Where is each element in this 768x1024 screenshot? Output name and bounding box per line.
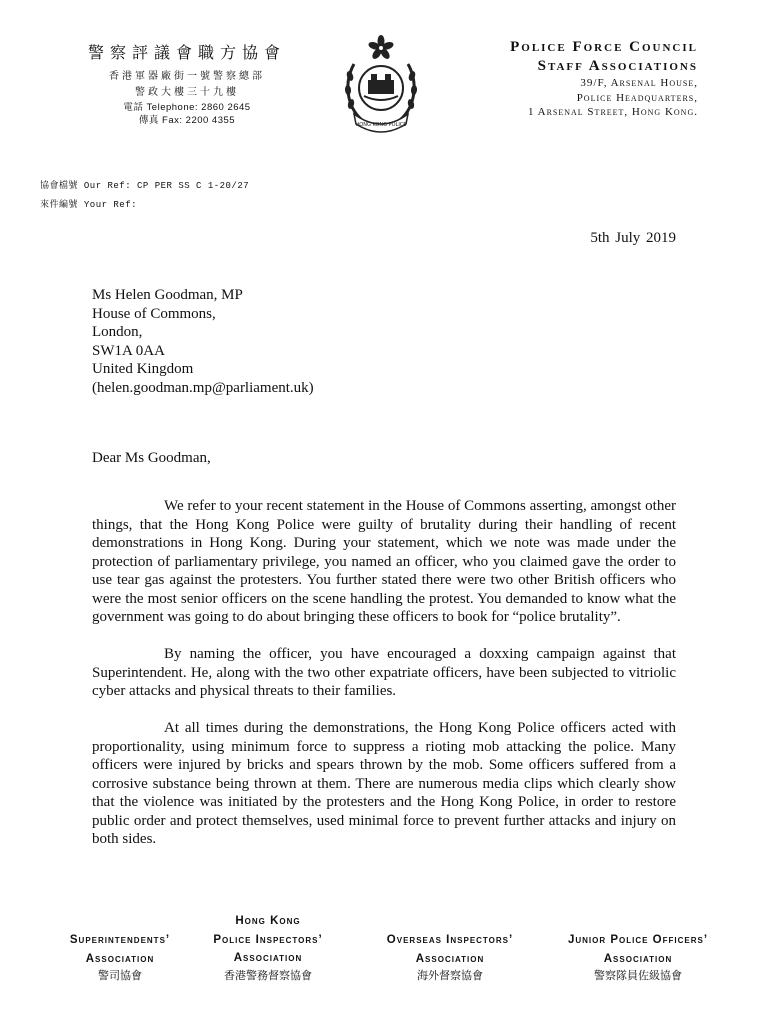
org-name-line-2: Staff Associations [537,58,698,74]
fax: 傳真 Fax: 2200 4355 [138,115,236,126]
recipient-address-line: London, [92,324,143,340]
org-name-line-1: Police Force Council [510,39,698,55]
recipient-address [92,286,314,397]
recipient-name: Ms Helen Goodman, MP [92,287,243,303]
letterhead-english [478,38,698,120]
our-ref: 協會檔號 Our Ref: CP PER SS C 1-20/27 [40,181,250,191]
chinese-org-name: 警察評議會職方協會 [87,43,286,62]
association-overseas-inspectors [365,931,535,984]
association-superintendents [35,931,205,984]
address-line-1: 39/F, Arsenal House, [580,77,698,89]
address-line-2: Police Headquarters, [576,91,698,104]
body-paragraph: At all times during the demonstrations, the Hong Kong Police officers acted with proportionality, using minimum force to suppress a rioting mob attacking the police. Many officers were injured by bricks and spears thrown by the mob. Some officers suffered from a corrosive substance being thrown at them. There are numerous media clips which clearly show that the violence was initiated by the protesters and the Hong Kong Police, in order to restore public order and protect themselves, used minimal force to prevent further attacks and injury on both sides. [92,720,676,847]
letter-body [92,497,676,867]
letter-date: 5th July 2019 [590,230,676,246]
salutation: Dear Ms Goodman, [92,450,211,466]
your-ref: 來件編號 Your Ref: [40,200,138,210]
association-name: Superintendents’ [69,934,171,946]
association-junior-police-officers [553,931,723,984]
emblem-ribbon-text: HONG KONG POLICE [355,122,407,128]
telephone: 電話 Telephone: 2860 2645 [123,102,251,113]
recipient-address-line: United Kingdom [92,361,194,377]
letterhead-chinese [82,40,292,127]
body-paragraph: By naming the officer, you have encouraged a doxxing campaign against that Superintendent. He, along with the two other expatriate officers, have been subjected to vitriolic cyber attacks and physical threats to their families. [92,646,676,699]
association-police-inspectors [183,912,353,984]
association-name: Association [603,952,673,965]
recipient-email: (helen.goodman.mp@parliament.uk) [92,379,314,396]
body-paragraph: We refer to your recent statement in the House of Commons asserting, amongst other things, that the Hong Kong Police were guilty of brutality during their handling of recent demonstrations in Hong Kong. During your statement, which we note was made under the protection of parliamentary privilege, you named an officer, who you claimed gave the order to use tear gas against the protesters. You further stated there were two other British officers who were the most senior officers on the scene handling the protest. You demanded to know what the government was going to do about bringing these officers to book for “police brutality”. [92,498,676,625]
association-name: Junior Police Officers’ [567,934,709,946]
association-name: Association [85,952,155,965]
association-name: Overseas Inspectors’ [386,934,514,946]
association-name: Association [415,952,485,965]
association-chinese-name: 警察隊員佐級協會 [594,969,682,982]
chinese-address-line-2: 警政大樓三十九樓 [135,87,239,98]
chinese-address-line-1: 香港軍器廠街一號警察總部 [109,71,265,82]
association-name: Police Inspectors’ [213,933,323,946]
association-footer [30,912,738,992]
recipient-address-line: SW1A 0AA [92,342,165,359]
recipient-address-line: House of Commons, [92,305,216,322]
reference-block [40,177,249,215]
association-name: Hong Kong [235,915,301,927]
association-chinese-name: 海外督察協會 [417,969,483,982]
hong-kong-police-crest-icon [340,34,422,134]
association-chinese-name: 警司協會 [98,969,142,982]
association-name: Association [233,952,303,964]
address-line-3: 1 Arsenal Street, Hong Kong. [527,106,698,118]
association-chinese-name: 香港警務督察協會 [224,968,312,982]
